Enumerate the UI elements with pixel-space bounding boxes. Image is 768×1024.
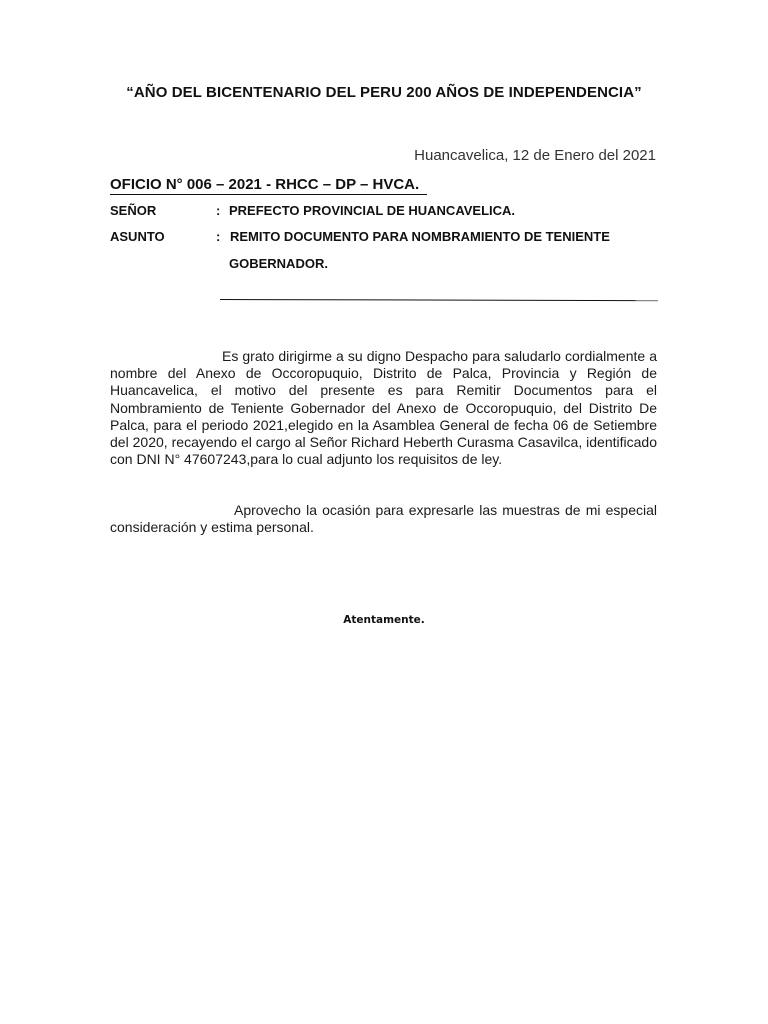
oficio-number: OFICIO N° 006 – 2021 - RHCC – DP – HVCA. <box>110 176 427 195</box>
body-paragraph-2: Aprovecho la ocasión para expresarle las muestras de mi especial consideración y estima personal. <box>110 502 657 536</box>
body-paragraph-1: Es grato dirigirme a su digno Despacho para saludarlo cordialmente a nombre del Anexo de Occoropuquio, Distrito de Palca, Provincia y Región de Huancavelica, el motivo del presente es para Remitir Documentos para el Nombramiento de Teniente Gobernador del Anexo de Occoropuquio, del Distrito De Palca, para el periodo 2021,elegido en la Asamblea General de fecha 06 de Setiembre del 2020, recayendo el cargo al Señor Richard Heberth Curasma Casavilca, identificado con DNI N° 47607243,para lo cual adjunto los requisitos de ley. <box>110 348 657 468</box>
subject-value-line1: REMITO DOCUMENTO PARA NOMBRAMIENTO DE TENIENTE <box>230 229 610 244</box>
closing-salutation <box>0 614 768 626</box>
recipient-value: PREFECTO PROVINCIAL DE HUANCAVELICA. <box>229 203 516 218</box>
subject-label: ASUNTO <box>110 229 165 244</box>
subject-row <box>110 229 610 244</box>
recipient-row <box>110 203 515 218</box>
separator-line <box>220 299 658 301</box>
subject-colon: : <box>216 229 221 244</box>
recipient-colon: : <box>216 203 221 218</box>
closing-text: Atentamente. <box>343 614 425 626</box>
year-motto-heading: “AÑO DEL BICENTENARIO DEL PERU 200 AÑOS DE INDEPENDENCIA” <box>126 84 642 101</box>
place-and-date: Huancavelica, 12 de Enero del 2021 <box>414 147 656 164</box>
subject-value-line2: GOBERNADOR. <box>229 256 328 271</box>
recipient-label: SEÑOR <box>110 203 157 218</box>
